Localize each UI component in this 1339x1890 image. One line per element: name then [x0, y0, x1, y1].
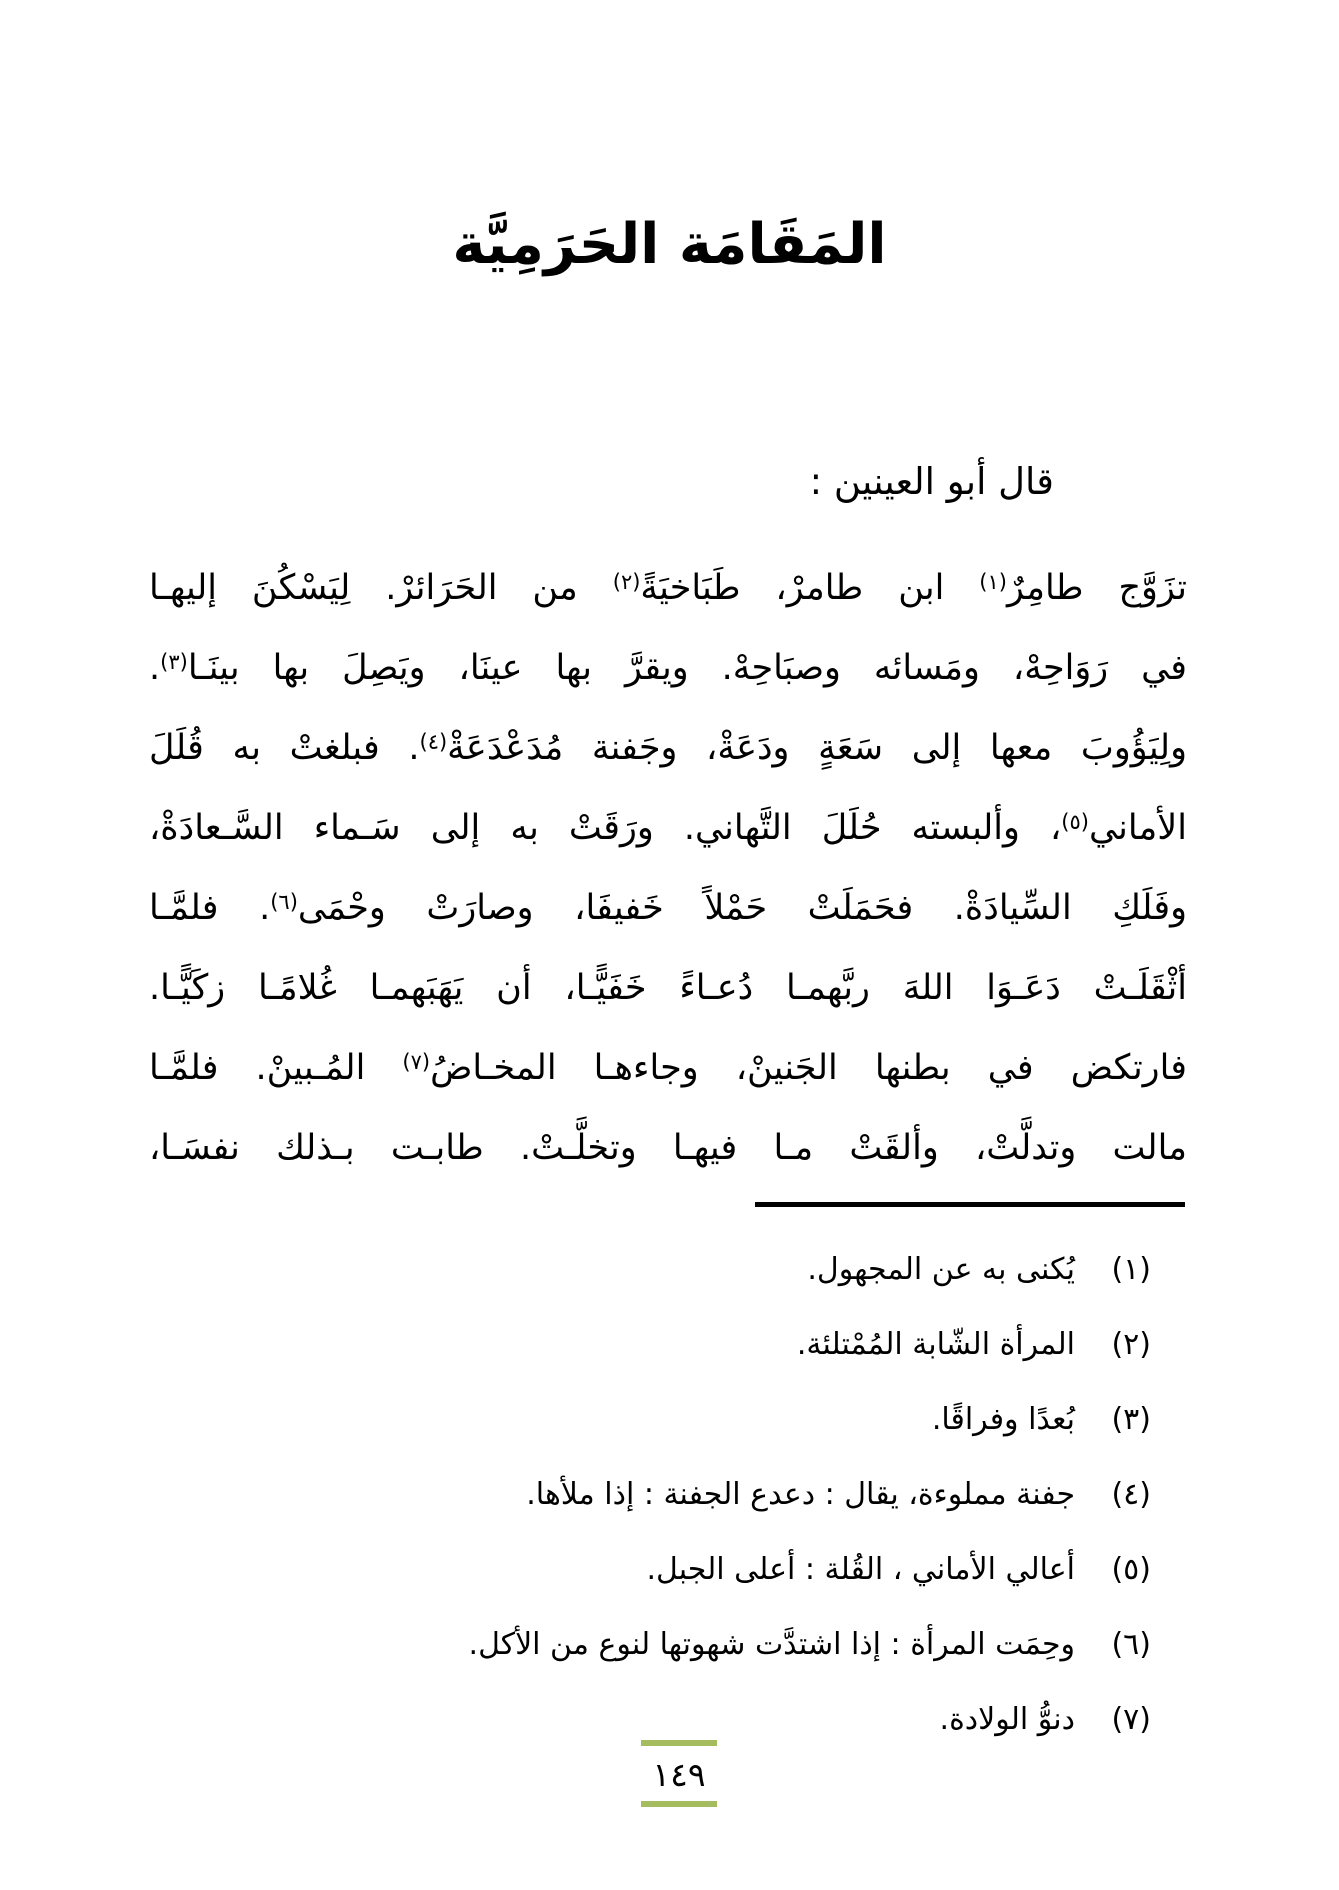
- body-paragraph: [149, 548, 1187, 1188]
- text-run: فارتكض في بطنها الجَنينْ، وجاءهـا المخـاضُ: [430, 1048, 1187, 1088]
- text-run: . فبلغتْ به قُلَلَ: [149, 728, 420, 768]
- footnote-marker: (٦): [1111, 1627, 1151, 1662]
- text-run: ، وألبسته حُلَلَ التَّهاني. ورَقَتْ به إلى سَـماء السَّـعادَةْ،: [149, 808, 1062, 848]
- footnote-text: دنوُّ الولادة.: [939, 1702, 1075, 1737]
- paragraph-line: [149, 1028, 1187, 1108]
- footnote-ref: (٢): [612, 569, 641, 594]
- footnote-ref: (٥): [1061, 809, 1089, 834]
- text-run: ابن طامرْ، طَبَاخيَةً: [640, 568, 980, 608]
- footnotes: [141, 1232, 1151, 1757]
- footnote-ref: (١): [979, 569, 1007, 594]
- narrator-line: قال أبو العينين :: [809, 460, 1054, 503]
- text-run: أثْقَلَـتْ دَعَـوَا اللهَ ربَّهمـا دُعـاءً خَفَيًّـا، أن يَهَبَهمـا غُلامًـا زكَيًّـا.: [149, 968, 1187, 1008]
- text-run: من الحَرَائرْ. لِيَسْكُنَ إليهـا: [149, 568, 613, 608]
- paragraph-line: [149, 788, 1187, 868]
- footnote-text: المرأة الشّابة المُمْتلئة.: [796, 1327, 1075, 1362]
- paragraph-line: [149, 548, 1187, 628]
- paragraph-line: [149, 868, 1187, 948]
- text-run: ولِيَؤُوبَ معها إلى سَعَةٍ ودَعَةْ، وجَفنة مُدَعْدَعَةْ: [447, 728, 1187, 768]
- footnote-text: بُعدًا وفراقًا.: [931, 1402, 1075, 1437]
- page-number: ١٤٩: [652, 1755, 706, 1794]
- footnote-item: [141, 1607, 1151, 1682]
- text-run: المُـبينْ. فلمَّـا: [149, 1048, 403, 1088]
- footnote-text: وحِمَت المرأة : إذا اشتدَّت شهوتها لنوع من الأكل.: [468, 1627, 1075, 1662]
- text-run: تزَوَّج طامِرٌ: [1006, 568, 1187, 608]
- footnote-marker: (٣): [1111, 1402, 1151, 1437]
- footnote-text: جفنة مملوءة، يقال : دعدع الجفنة : إذا ملأها.: [526, 1477, 1075, 1512]
- footnote-marker: (٧): [1111, 1702, 1151, 1737]
- footnote-item: [141, 1307, 1151, 1382]
- footnote-ref: (٤): [419, 729, 448, 754]
- footnote-marker: (٥): [1111, 1552, 1151, 1587]
- text-run: .: [149, 648, 161, 688]
- text-run: وفَلَكِ السِّيادَةْ. فحَمَلَتْ حَمْلاً خَفيفَا، وصارَتْ وحْمَى: [297, 888, 1187, 928]
- paragraph-line: [149, 1108, 1187, 1188]
- footnote-item: [141, 1532, 1151, 1607]
- footnote-marker: (٢): [1111, 1327, 1151, 1362]
- text-run: مالت وتدلَّتْ، وألقَتْ مـا فيهـا وتخلَّـتْ. طابـت بـذلك نفسَـا،: [149, 1128, 1187, 1168]
- page-title: المَقَامَة الحَرَمِيَّة: [452, 212, 887, 277]
- page-number-block: [641, 1740, 717, 1807]
- footnote-marker: (١): [1111, 1252, 1151, 1287]
- paragraph-line: [149, 948, 1187, 1028]
- footnote-ref: (٦): [270, 889, 298, 914]
- footnote-item: [141, 1457, 1151, 1532]
- footnote-marker: (٤): [1111, 1477, 1151, 1512]
- footnote-ref: (٣): [160, 649, 188, 674]
- page-number-rule-bottom: [641, 1801, 717, 1807]
- footnote-text: أعالي الأماني ، القُلة : أعلى الجبل.: [646, 1552, 1075, 1587]
- text-run: . فلمَّـا: [149, 888, 271, 928]
- footnote-text: يُكنى به عن المجهول.: [807, 1252, 1075, 1287]
- footnote-item: [141, 1382, 1151, 1457]
- footnote-ref: (٧): [402, 1049, 431, 1074]
- paragraph-line: [149, 628, 1187, 708]
- footnote-item: [141, 1232, 1151, 1307]
- footnote-separator: [755, 1202, 1185, 1207]
- text-run: الأماني: [1088, 808, 1187, 848]
- text-run: في رَوَاحِهْ، ومَسائه وصبَاحِهْ. ويقرَّ بها عينَا، ويَصِلَ بها بينَـا: [187, 648, 1187, 688]
- paragraph-line: [149, 708, 1187, 788]
